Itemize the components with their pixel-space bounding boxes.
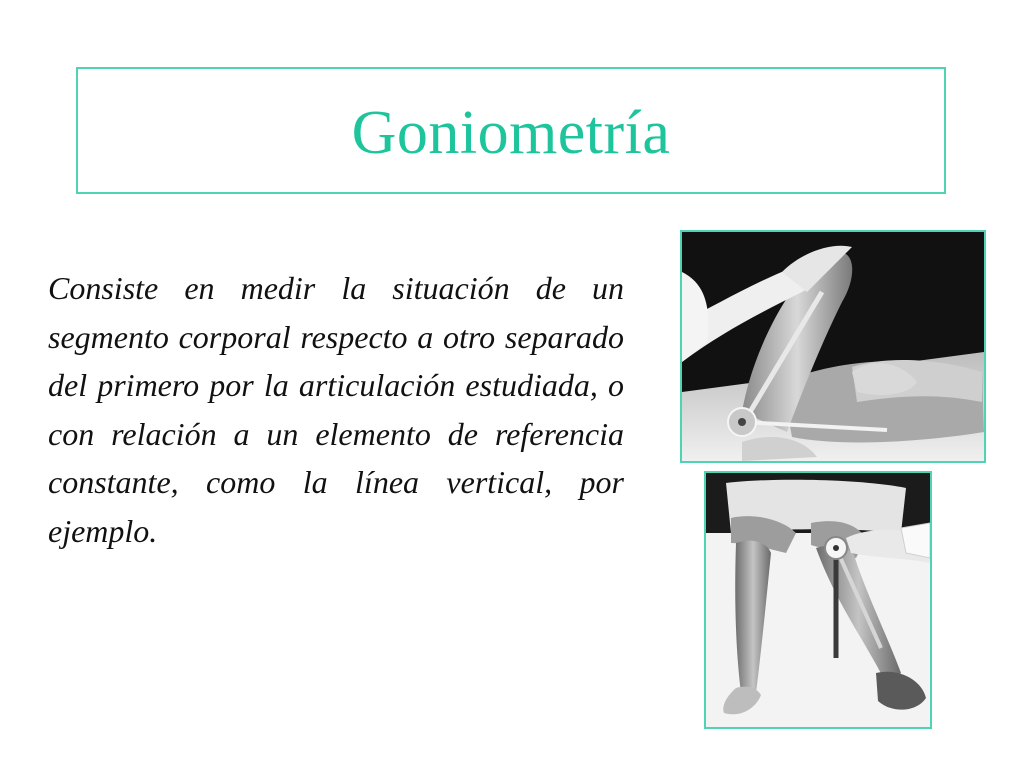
goniometer-hip-flexion-photo	[680, 230, 986, 463]
title-box	[76, 67, 946, 194]
slide-title: Goniometría	[351, 99, 671, 167]
goniometer-knee-seated-photo	[704, 471, 932, 729]
body-paragraph: Consiste en medir la situación de un segmento corporal respecto a otro separado del primero por la articulación estudiada, o con relación a un elemento de referencia constante, como la línea vertical, por ejemplo.	[48, 270, 624, 549]
